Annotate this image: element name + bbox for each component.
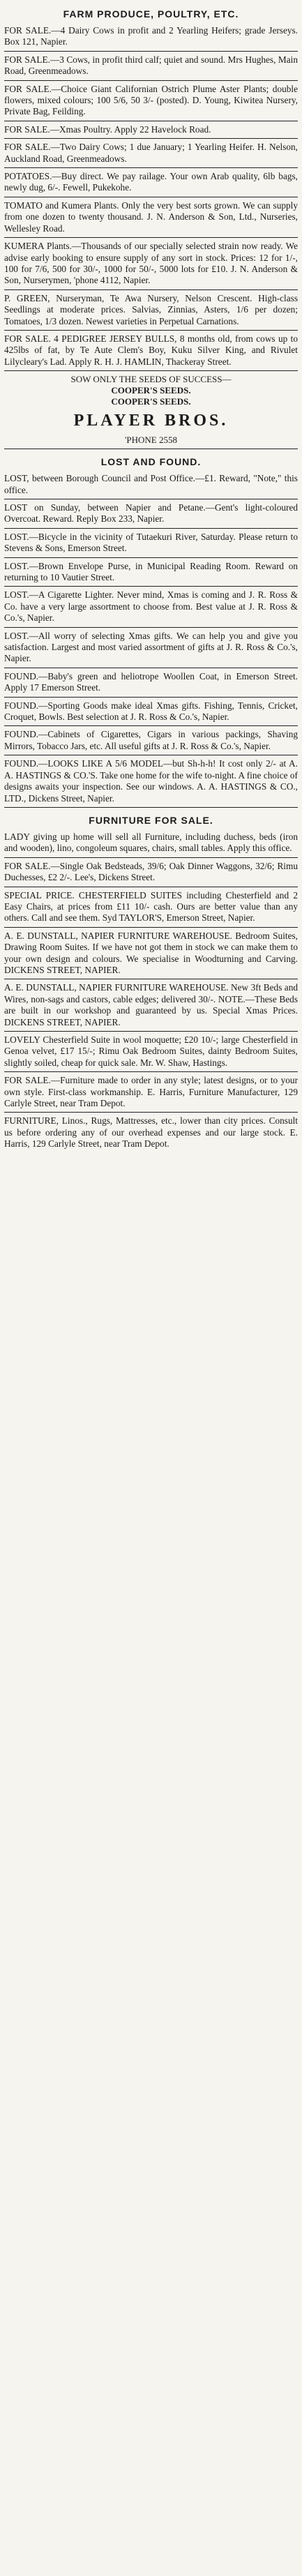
classified-ad: LOVELY Chesterfield Suite in wool moquette; £20 10/-; large Chesterfield in Genoa velvet, £17 15/-; Rimu Oak Bedroom Suites, dainty Bedroom Suites, slightly soiled, cheap for quick sale. Mr. W. Shaw, Hastings. xyxy=(4,1034,298,1068)
classified-ad: LOST, between Borough Council and Post Office.—£1. Reward, "Note," this office. xyxy=(4,473,298,495)
classified-ad: A. E. DUNSTALL, NAPIER FURNITURE WAREHOUSE. New 3ft Beds and Wires, non-sags and castors, cable edges; delivered 30/-. NOTE.—These Beds are built in our workshop and guaranteed by us. Special Xmas Prices. DICKENS STREET, NAPIER. xyxy=(4,982,298,1027)
seed-line: COOPER'S SEEDS. xyxy=(111,396,191,407)
seed-line: COOPER'S SEEDS. xyxy=(111,385,191,396)
classified-ad: FOR SALE. 4 PEDIGREE JERSEY BULLS, 8 months old, from cows up to 425lbs of fat, by Te Aute Clem's Boy, Kuku Silver King, and Rivulet Lilycleary's Lad. Apply R. H. J. HAMLIN, Thackeray Street. xyxy=(4,333,298,367)
classified-ad: SPECIAL PRICE. CHESTERFIELD SUITES including Chesterfield and 2 Easy Chairs, at prices from £11 10/- cash. Ours are better value than any others. Call and see them. Syd TAYLOR'S, Emerson Street, Napier. xyxy=(4,889,298,924)
classified-ad: FOR SALE.—3 Cows, in profit third calf; quiet and sound. Mrs Hughes, Main Road, Greenmeadows. xyxy=(4,54,298,77)
classified-ad: FOUND.—Cabinets of Cigarettes, Cigars in various packings, Shaving Mirrors, Tobacco Jars, etc. All useful gifts at J. R. Ross & Co.'s, Napier. xyxy=(4,729,298,751)
classified-ad: FOR SALE.—Two Dairy Cows; 1 due January; 1 Yearling Heifer. H. Nelson, Auckland Road, Greenmeadows. xyxy=(4,142,298,164)
classified-ad: KUMERA Plants.—Thousands of our specially selected strain now ready. We advise early booking to ensure supply of any sort in stock. Prices: 12 for 1/-, 100 for 7/6, 500 for 30/-, 1000 for 50/-, 5000 lots for £10. J. N. Anderson & Son, Nurserymen, 'phone 4112, Napier. xyxy=(4,241,298,286)
classified-ad: FOUND.—Baby's green and heliotrope Woollen Coat, in Emerson Street. Apply 17 Emerson Street. xyxy=(4,670,298,693)
classified-ad: LOST.—Bicycle in the vicinity of Tutaekuri River, Saturday. Please return to Stevens & Sons, Emerson Street. xyxy=(4,531,298,554)
classified-ad: FOUND.—Sporting Goods make ideal Xmas gifts. Fishing, Tennis, Cricket, Croquet, Bowls. Best selection at J. R. Ross & Co.'s, Napier. xyxy=(4,700,298,723)
classified-ad: LOST on Sunday, between Napier and Petane.—Gent's light-coloured Overcoat. Reward. Reply Box 233, Napier. xyxy=(4,502,298,525)
furniture-ad-list xyxy=(4,831,298,1150)
classified-ad: FURNITURE, Linos., Rugs, Mattresses, etc., lower than city prices. Consult us before ordering any of our overhead expenses and our large stock. E. Harris, 129 Carlyle Street, near Tram Depot. xyxy=(4,1115,298,1150)
seed-ad xyxy=(4,374,298,446)
classified-ad: A. E. DUNSTALL, NAPIER FURNITURE WAREHOUSE. Bedroom Suites, Drawing Room Suites. If we have not got them in stock we can make them to your own design and colours. We specialise in Woodturning and Carving. DICKENS STREET, NAPIER. xyxy=(4,930,298,975)
section-heading-farm: FARM PRODUCE, POULTRY, ETC. xyxy=(63,8,239,20)
classified-ad: FOUND.—LOOKS LIKE A 5/6 MODEL—but Sh-h-h! It cost only 2/- at A. A. HASTINGS & CO.'S. Take one home for the wife to-night. A fine choice of designs awaits your inspection. See our windows. A. A. HASTINGS & CO., LTD., Dickens Street, Napier. xyxy=(4,758,298,804)
classified-ad: LOST.—A Cigarette Lighter. Never mind, Xmas is coming and J. R. Ross & Co. have a very large assortment to choose from. Best value at J. R. Ross & Co.'s, Napier. xyxy=(4,589,298,624)
classified-ad: LOST.—Brown Envelope Purse, in Municipal Reading Room. Reward on returning to 10 Vautier Street. xyxy=(4,560,298,582)
classified-ad: P. GREEN, Nurseryman, Te Awa Nursery, Nelson Crescent. High-class Seedlings at moderate prices. Salvias, Zinnias, Asters, 1/6 per dozen; Tomatoes, 1/3 dozen. Newest varieties in Perpetual Carnations. xyxy=(4,292,298,326)
seed-logo: PLAYER BROS. xyxy=(73,412,229,430)
classified-ad: TOMATO and Kumera Plants. Only the very best sorts grown. We can supply from one dozen to twenty thousand. J. N. Anderson & Son, Ltd., Nurseries, Wellesley Road. xyxy=(4,199,298,234)
classified-ad: FOR SALE.—Xmas Poultry. Apply 22 Havelock Road. xyxy=(4,123,211,135)
classified-ad: FOR SALE.—Choice Giant Californian Ostrich Plume Aster Plants; double flowers, mixed colours; 100 5/6, 50 3/- (posted). D. Young, Kiwitea Nursery, Private Bag, Feilding. xyxy=(4,83,298,117)
classified-ad: LADY giving up home will sell all Furniture, including duchess, beds (iron and wooden), lino, congoleum squares, chairs, small tables. Apply this office. xyxy=(4,831,298,854)
seed-line: SOW ONLY THE SEEDS OF SUCCESS— xyxy=(70,374,232,385)
seed-phone: 'PHONE 2558 xyxy=(125,435,177,446)
classified-ad: FOR SALE.—Single Oak Bedsteads, 39/6; Oak Dinner Waggons, 32/6; Rimu Duchesses, £2 2/-. Lee's, Dickens Street. xyxy=(4,860,298,883)
classified-ad: FOR SALE.—4 Dairy Cows in profit and 2 Yearling Heifers; grade Jerseys. Box 121, Napier. xyxy=(4,25,298,47)
classified-ad: LOST.—All worry of selecting Xmas gifts. We can help you and give you satisfaction. Largest and most varied assortment of gifts at J. R. Ross & Co.'s, Napier. xyxy=(4,630,298,664)
farm-ad-list xyxy=(4,25,298,371)
section-heading-furniture: FURNITURE FOR SALE. xyxy=(89,814,213,826)
lost-ad-list xyxy=(4,473,298,808)
classified-ad: FOR SALE.—Furniture made to order in any style; latest designs, or to your own style. First-class workmanship. E. Harris, Furniture Manufacturer, 129 Carlyle Street, near Tram Depot. xyxy=(4,1075,298,1109)
classified-ad: POTATOES.—Buy direct. We pay railage. Your own Arab quality, 6lb bags, newly dug, 6/-. Fewell, Pukekohe. xyxy=(4,171,298,193)
section-heading-lost: LOST AND FOUND. xyxy=(100,456,202,468)
